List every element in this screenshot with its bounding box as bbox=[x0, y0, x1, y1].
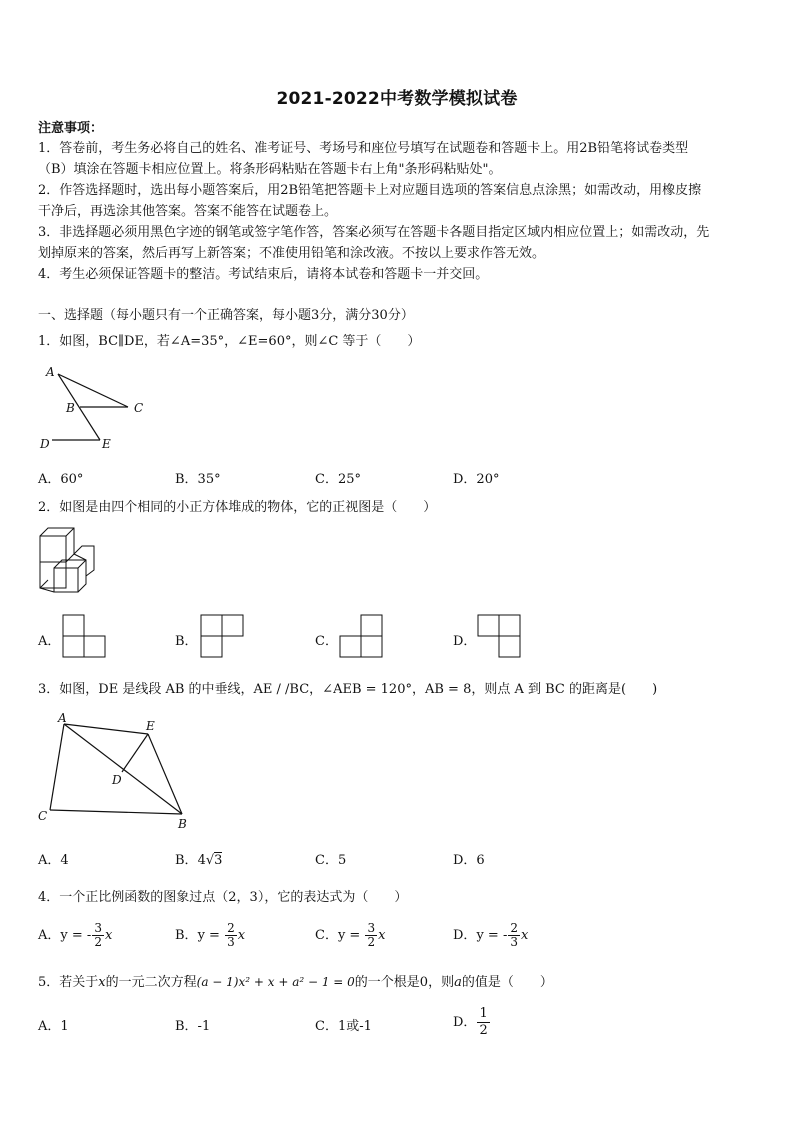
stem-part: 5．若关于 bbox=[38, 975, 99, 990]
fraction bbox=[508, 922, 520, 949]
quadratic-equation: (a − 1)x² + x + a² − 1 = 0 bbox=[196, 975, 355, 989]
figure-label: D bbox=[40, 437, 50, 451]
variable-x: x bbox=[521, 928, 529, 943]
question-2-option-a-label[interactable]: A． bbox=[38, 634, 61, 649]
question-4-stem: 4．一个正比例函数的图象过点（2，3），它的表达式为（ ） bbox=[38, 890, 408, 905]
question-1-option-b[interactable]: B．35° bbox=[175, 472, 221, 487]
question-3-option-c[interactable]: C．5 bbox=[315, 853, 347, 868]
question-4-option-a[interactable] bbox=[38, 922, 112, 949]
figure-label: E bbox=[102, 437, 111, 451]
question-3-condition: AE / /BC，∠AEB = 120°，AB = 8 bbox=[253, 682, 472, 697]
option-letter: C． bbox=[315, 928, 338, 943]
question-1-figure bbox=[36, 362, 156, 454]
figure-label: B bbox=[178, 817, 187, 831]
notice-line: 干净后，再选涂其他答案。答案不能答在试题卷上。 bbox=[38, 204, 338, 219]
variable-x: x bbox=[98, 975, 106, 990]
question-3-option-b[interactable] bbox=[175, 849, 222, 868]
stem-part: 的一个根是0，则 bbox=[354, 975, 455, 990]
y-equals: y = bbox=[60, 928, 87, 943]
minus-sign: - bbox=[86, 928, 92, 943]
question-2-option-c-figure[interactable] bbox=[339, 614, 383, 658]
question-2-stem: 2．如图是由四个相同的小正方体堆成的物体，它的正视图是（ ） bbox=[38, 500, 437, 515]
option-letter: A． bbox=[38, 928, 61, 943]
numerator: 3 bbox=[367, 921, 376, 935]
variable-x: x bbox=[237, 928, 246, 943]
notice-line: 2．作答选择题时，选出每小题答案后，用2B铅笔把答题卡上对应题目选项的答案信息点涂黑；如需改动，用橡皮擦 bbox=[38, 183, 702, 198]
question-3-option-a[interactable]: A．4 bbox=[38, 853, 69, 868]
notice-heading: 注意事项： bbox=[38, 121, 104, 136]
figure-label: C bbox=[134, 401, 144, 415]
question-3-stem-c: ，则点 A 到 BC 的距离是( ) bbox=[471, 682, 658, 697]
question-3-figure bbox=[34, 710, 194, 836]
variable-x: x bbox=[378, 928, 386, 943]
question-1-option-c[interactable]: C．25° bbox=[315, 472, 361, 487]
denominator: 3 bbox=[227, 935, 235, 949]
notice-line: （B）填涂在答题卡相应位置上。将条形码粘贴在答题卡右上角"条形码粘贴处"。 bbox=[38, 162, 502, 177]
question-4-option-b[interactable] bbox=[175, 922, 245, 949]
exam-title: 2021-2022中考数学模拟试卷 bbox=[276, 89, 518, 109]
question-2-option-d-label[interactable]: D． bbox=[453, 634, 477, 649]
question-5-option-a[interactable]: A．1 bbox=[38, 1019, 69, 1034]
notice-line: 划掉原来的答案，然后再写上新答案；不准使用铅笔和涂改液。不按以上要求作答无效。 bbox=[38, 246, 546, 261]
figure-label: E bbox=[146, 719, 155, 733]
question-5-stem bbox=[38, 974, 553, 991]
question-3-option-d[interactable]: D．6 bbox=[453, 853, 485, 868]
stem-part: 的一元二次方程 bbox=[105, 975, 197, 990]
question-5-option-d[interactable] bbox=[453, 1006, 491, 1039]
notice-line: 3．非选择题必须用黑色字迹的钢笔或签字笔作答，答案必须写在答题卡各题目指定区域内相应位置上；如需改动，先 bbox=[38, 225, 710, 240]
y-equals: y = bbox=[337, 928, 365, 943]
numerator: 1 bbox=[479, 1006, 488, 1021]
figure-label: A bbox=[58, 711, 67, 725]
question-3-stem bbox=[38, 682, 657, 698]
variable-a: a bbox=[454, 975, 462, 990]
question-2-option-b-label[interactable]: B． bbox=[175, 634, 198, 649]
question-2-cube-figure bbox=[36, 526, 100, 598]
option-letter: B． bbox=[175, 853, 198, 868]
stem-part: 的值是（ ） bbox=[461, 975, 553, 990]
denominator: 2 bbox=[94, 935, 102, 949]
denominator: 2 bbox=[479, 1023, 488, 1038]
question-5-option-b[interactable]: B．-1 bbox=[175, 1019, 211, 1034]
y-equals: y = bbox=[476, 928, 503, 943]
figure-label: C bbox=[38, 809, 48, 823]
question-4-option-d[interactable] bbox=[453, 922, 528, 949]
section-heading: 一、选择题（每小题只有一个正确答案，每小题3分，满分30分） bbox=[38, 308, 414, 323]
denominator: 2 bbox=[367, 935, 376, 949]
option-b-radicand: 3 bbox=[214, 853, 223, 868]
question-2-option-d-figure[interactable] bbox=[477, 614, 521, 658]
option-b-coef: 4 bbox=[197, 853, 206, 868]
question-1-option-d[interactable]: D．20° bbox=[453, 472, 500, 487]
figure-label: D bbox=[112, 773, 122, 787]
notice-line: 4．考生必须保证答题卡的整洁。考试结束后，请将本试卷和答题卡一并交回。 bbox=[38, 267, 489, 282]
fraction bbox=[365, 922, 377, 949]
option-letter: D． bbox=[453, 1015, 477, 1030]
fraction bbox=[92, 922, 104, 949]
notice-line: 1．答卷前，考生务必将自己的姓名、准考证号、考场号和座位号填写在试题卷和答题卡上。用2B铅笔将试卷类型 bbox=[38, 141, 689, 156]
question-2-option-b-figure[interactable] bbox=[200, 614, 244, 658]
sqrt-symbol: √ bbox=[205, 853, 215, 868]
question-2-option-a-figure[interactable] bbox=[62, 614, 106, 658]
numerator: 3 bbox=[94, 921, 102, 935]
numerator: 2 bbox=[227, 921, 235, 935]
question-4-option-c[interactable] bbox=[315, 922, 385, 949]
option-letter: B． bbox=[175, 928, 198, 943]
denominator: 3 bbox=[510, 935, 518, 949]
question-3-stem-a: 3．如图，DE 是线段 AB 的中垂线， bbox=[38, 682, 254, 697]
question-1-stem: 1．如图，BC∥DE，若∠A=35°，∠E=60°，则∠C 等于（ ） bbox=[38, 334, 421, 349]
fraction bbox=[477, 1006, 489, 1039]
question-2-option-c-label[interactable]: C． bbox=[315, 634, 338, 649]
fraction bbox=[225, 922, 237, 949]
figure-label: A bbox=[46, 365, 55, 379]
question-1-option-a[interactable]: A．60° bbox=[38, 472, 84, 487]
question-5-option-c[interactable]: C．1或-1 bbox=[315, 1019, 372, 1034]
option-letter: D． bbox=[453, 928, 477, 943]
figure-label: B bbox=[66, 401, 75, 415]
variable-x: x bbox=[104, 928, 113, 943]
numerator: 2 bbox=[510, 921, 518, 935]
minus-sign: - bbox=[502, 928, 508, 943]
y-equals: y = bbox=[197, 928, 225, 943]
